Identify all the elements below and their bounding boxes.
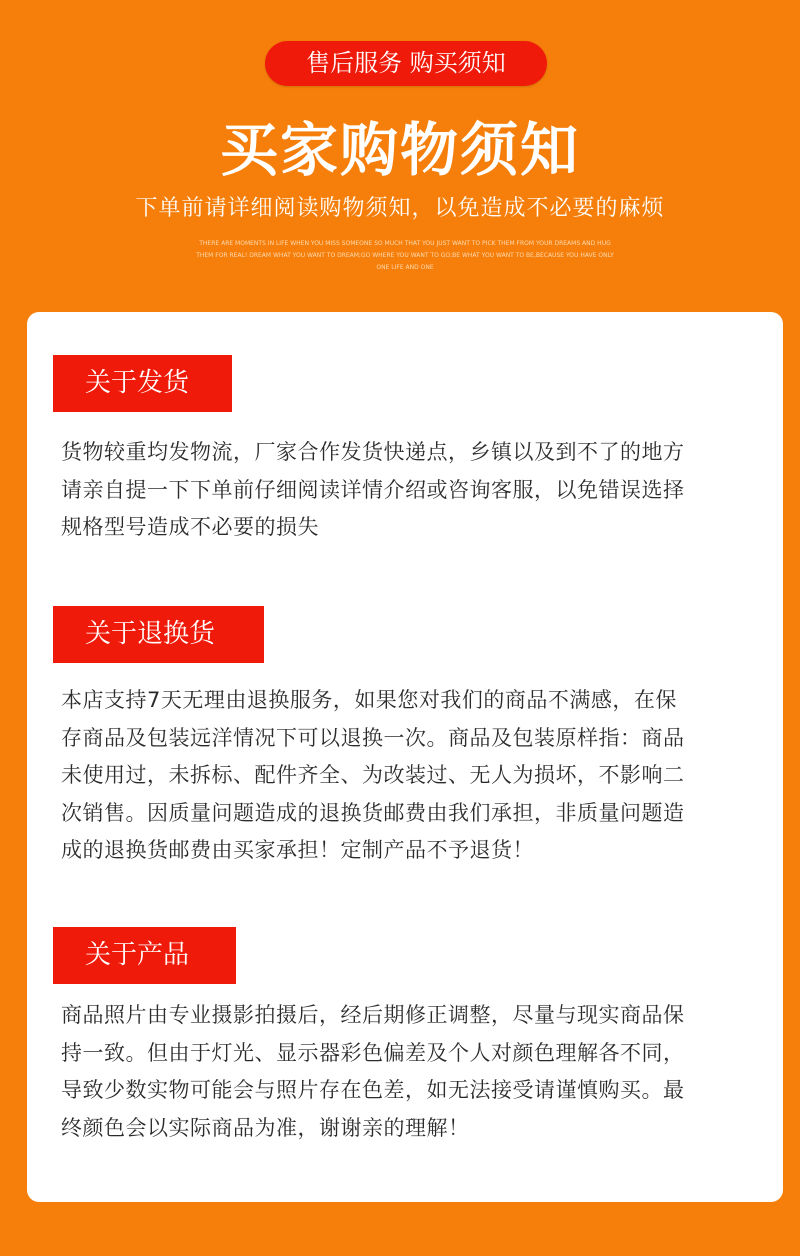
section-body-shipping: 货物较重均发物流，厂家合作发货快递点，乡镇以及到不了的地方 请亲自提一下下单前仔细阅读详情介绍或咨询客服，以免错误选择 规格型号造成不必要的损失	[61, 440, 685, 539]
notice-card	[27, 312, 783, 1202]
section-heading-shipping: 关于发货	[53, 355, 232, 412]
decorative-english-text: THERE ARE MOMENTS IN LIFE WHEN YOU MISS SOMEONE SO MUCH THAT YOU JUST WANT TO PICK THEM FROM YOUR DREAMS AND HUG THEM FOR REAL! DREAM WHAT YOU WANT TO DREAM;GO WHERE YOU WANT TO GO;BE WHAT YOU WANT TO BE,BECAUSE YOU HAVE ONLY ONE LIFE AND ONE	[196, 240, 614, 271]
page-title: 买家购物须知	[219, 116, 580, 184]
page-subtitle: 下单前请详细阅读购物须知，以免造成不必要的麻烦	[135, 196, 665, 221]
section-heading-product: 关于产品	[53, 927, 236, 984]
section-heading-returns: 关于退换货	[53, 606, 264, 663]
section-body-product: 商品照片由专业摄影拍摄后，经后期修正调整，尽量与现实商品保 持一致。但由于灯光、显示器彩色偏差及个人对颜色理解各不同， 导致少数实物可能会与照片存在色差，如无法接受请谨慎购买。最 终颜色会以实际商品为准，谢谢亲的理解！	[61, 1003, 685, 1140]
section-body-returns: 本店支持7天无理由退换服务，如果您对我们的商品不满感，在保 存商品及包装远洋情况下可以退换一次。商品及包装原样指：商品 未使用过，未拆标、配件齐全、为改装过、无人为损坏，不影响二 次销售。因质量问题造成的退换货邮费由我们承担，非质量问题造 成的退换货邮费由买家承担！定制产品不予退货！	[61, 688, 685, 862]
header-pill-badge: 售后服务 购买须知	[265, 41, 547, 86]
